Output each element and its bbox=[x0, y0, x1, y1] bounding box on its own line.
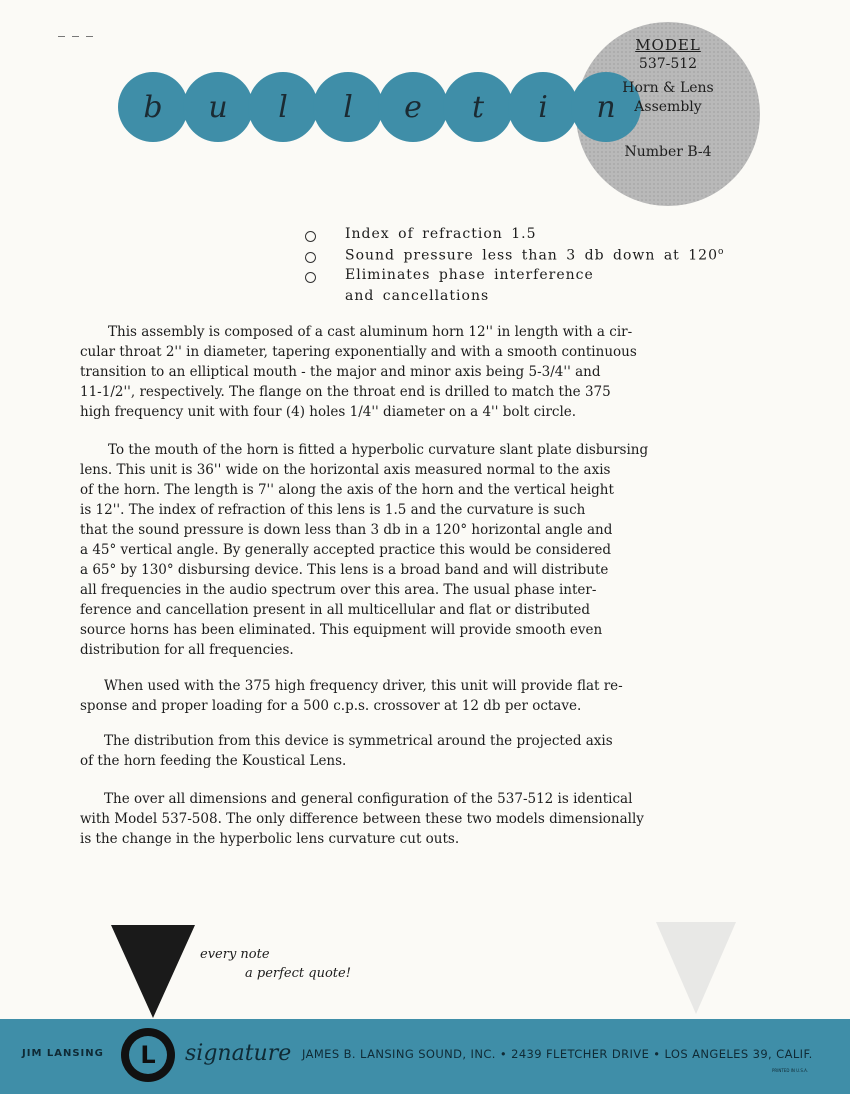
bullet-item bbox=[305, 267, 825, 288]
light-triangle-graphic bbox=[656, 922, 736, 1014]
text-line: cular throat 2'' in diameter, tapering exponentially and with a smooth continuous bbox=[80, 344, 637, 360]
degree-mark: o bbox=[717, 246, 725, 257]
product-line-2: Assembly bbox=[634, 99, 702, 115]
text-line: source horns has been eliminated. This equipment will provide smooth even bbox=[80, 622, 603, 638]
bulletin-letter-l1: l bbox=[248, 72, 318, 142]
text-line: a 65° by 130° disbursing device. This lens is a broad band and will distribute bbox=[80, 562, 609, 578]
text-line: high frequency unit with four (4) holes 1/4'' diameter on a 4'' bolt circle. bbox=[80, 404, 577, 420]
logo-letter: L bbox=[129, 1036, 167, 1074]
bullet-circle-icon bbox=[305, 252, 316, 263]
text-line: is the change in the hyperbolic lens curvature cut outs. bbox=[80, 831, 460, 847]
slogan-line-1: every note bbox=[200, 947, 270, 962]
paragraph-dimensions bbox=[80, 789, 780, 849]
paragraph-construction bbox=[80, 322, 780, 422]
company-address: JAMES B. LANSING SOUND, INC. • 2439 FLETCHER DRIVE • LOS ANGELES 39, CALIF. bbox=[302, 1047, 813, 1061]
bullet-text: Eliminates phase interference bbox=[345, 267, 594, 283]
bulletin-masthead bbox=[0, 0, 850, 200]
paragraph-driver bbox=[80, 676, 780, 716]
signature-script: signature bbox=[185, 1041, 292, 1066]
bullet-text: Index of refraction 1.5 bbox=[345, 226, 537, 242]
text-line: The over all dimensions and general configuration of the 537-512 is identical bbox=[104, 791, 633, 807]
text-line: To the mouth of the horn is fitted a hyperbolic curvature slant plate disbursing bbox=[108, 442, 649, 458]
text-line: 11-1/2'', respectively. The flange on the throat end is drilled to match the 375 bbox=[80, 384, 611, 400]
bullet-item bbox=[305, 247, 825, 268]
bulletin-letter-n: n bbox=[571, 72, 641, 142]
text-line: When used with the 375 high frequency driver, this unit will provide flat re- bbox=[104, 678, 623, 694]
text-line: ference and cancellation present in all multicellular and flat or distributed bbox=[80, 602, 591, 618]
slogan-line-2: a perfect quote! bbox=[245, 966, 351, 981]
text-line: of the horn feeding the Koustical Lens. bbox=[80, 753, 347, 769]
brand-name: JIM LANSING bbox=[22, 1048, 104, 1059]
bulletin-letter-i: i bbox=[508, 72, 578, 142]
bulletin-letter-e: e bbox=[378, 72, 448, 142]
text-line: transition to an elliptical mouth - the major and minor axis being 5-3/4'' and bbox=[80, 364, 601, 380]
text-line: is 12''. The index of refraction of this lens is 1.5 and the curvature is such bbox=[80, 502, 586, 518]
text-line: The distribution from this device is symmetrical around the projected axis bbox=[104, 733, 613, 749]
model-label: MODEL bbox=[635, 36, 701, 54]
lansing-logo-icon bbox=[121, 1028, 175, 1082]
bullet-text: and cancellations bbox=[345, 287, 490, 304]
footer-band bbox=[0, 1019, 850, 1094]
paragraph-lens bbox=[80, 440, 780, 660]
dark-triangle-graphic bbox=[111, 925, 195, 1018]
bulletin-letter-b: b bbox=[118, 72, 188, 142]
bullet-text: Sound pressure less than 3 db down at 120$^o$ bbox=[345, 246, 725, 264]
product-line-1: Horn & Lens bbox=[622, 80, 714, 96]
text-line: distribution for all frequencies. bbox=[80, 642, 294, 658]
text-line: This assembly is composed of a cast aluminum horn 12'' in length with a cir- bbox=[108, 324, 633, 340]
bulletin-letter-t: t bbox=[443, 72, 513, 142]
bulletin-letter-u: u bbox=[183, 72, 253, 142]
text-line: sponse and proper loading for a 500 c.p.s. crossover at 12 db per octave. bbox=[80, 698, 582, 714]
bullet-circle-icon bbox=[305, 272, 316, 283]
text-line: all frequencies in the audio spectrum over this area. The usual phase inter- bbox=[80, 582, 597, 598]
bullet-item-continued bbox=[305, 288, 825, 309]
text-line: lens. This unit is 36'' wide on the horizontal axis measured normal to the axis bbox=[80, 462, 611, 478]
text-line: that the sound pressure is down less than 3 db in a 120° horizontal angle and bbox=[80, 522, 613, 538]
text-line: of the horn. The length is 7'' along the axis of the horn and the vertical height bbox=[80, 482, 614, 498]
corner-marks bbox=[58, 36, 100, 39]
text-line: a 45° vertical angle. By generally accepted practice this would be considered bbox=[80, 542, 612, 558]
printed-note: PRINTED IN U.S.A. bbox=[772, 1068, 809, 1073]
bulletin-number: Number B-4 bbox=[624, 144, 712, 160]
feature-bullets bbox=[305, 226, 825, 308]
bullet-item bbox=[305, 226, 825, 247]
bullet-circle-icon bbox=[305, 231, 316, 242]
model-number: 537-512 bbox=[638, 56, 698, 72]
paragraph-distribution bbox=[80, 731, 780, 771]
bulletin-letter-l2: l bbox=[313, 72, 383, 142]
text-line: with Model 537-508. The only difference between these two models dimensionally bbox=[80, 811, 644, 827]
